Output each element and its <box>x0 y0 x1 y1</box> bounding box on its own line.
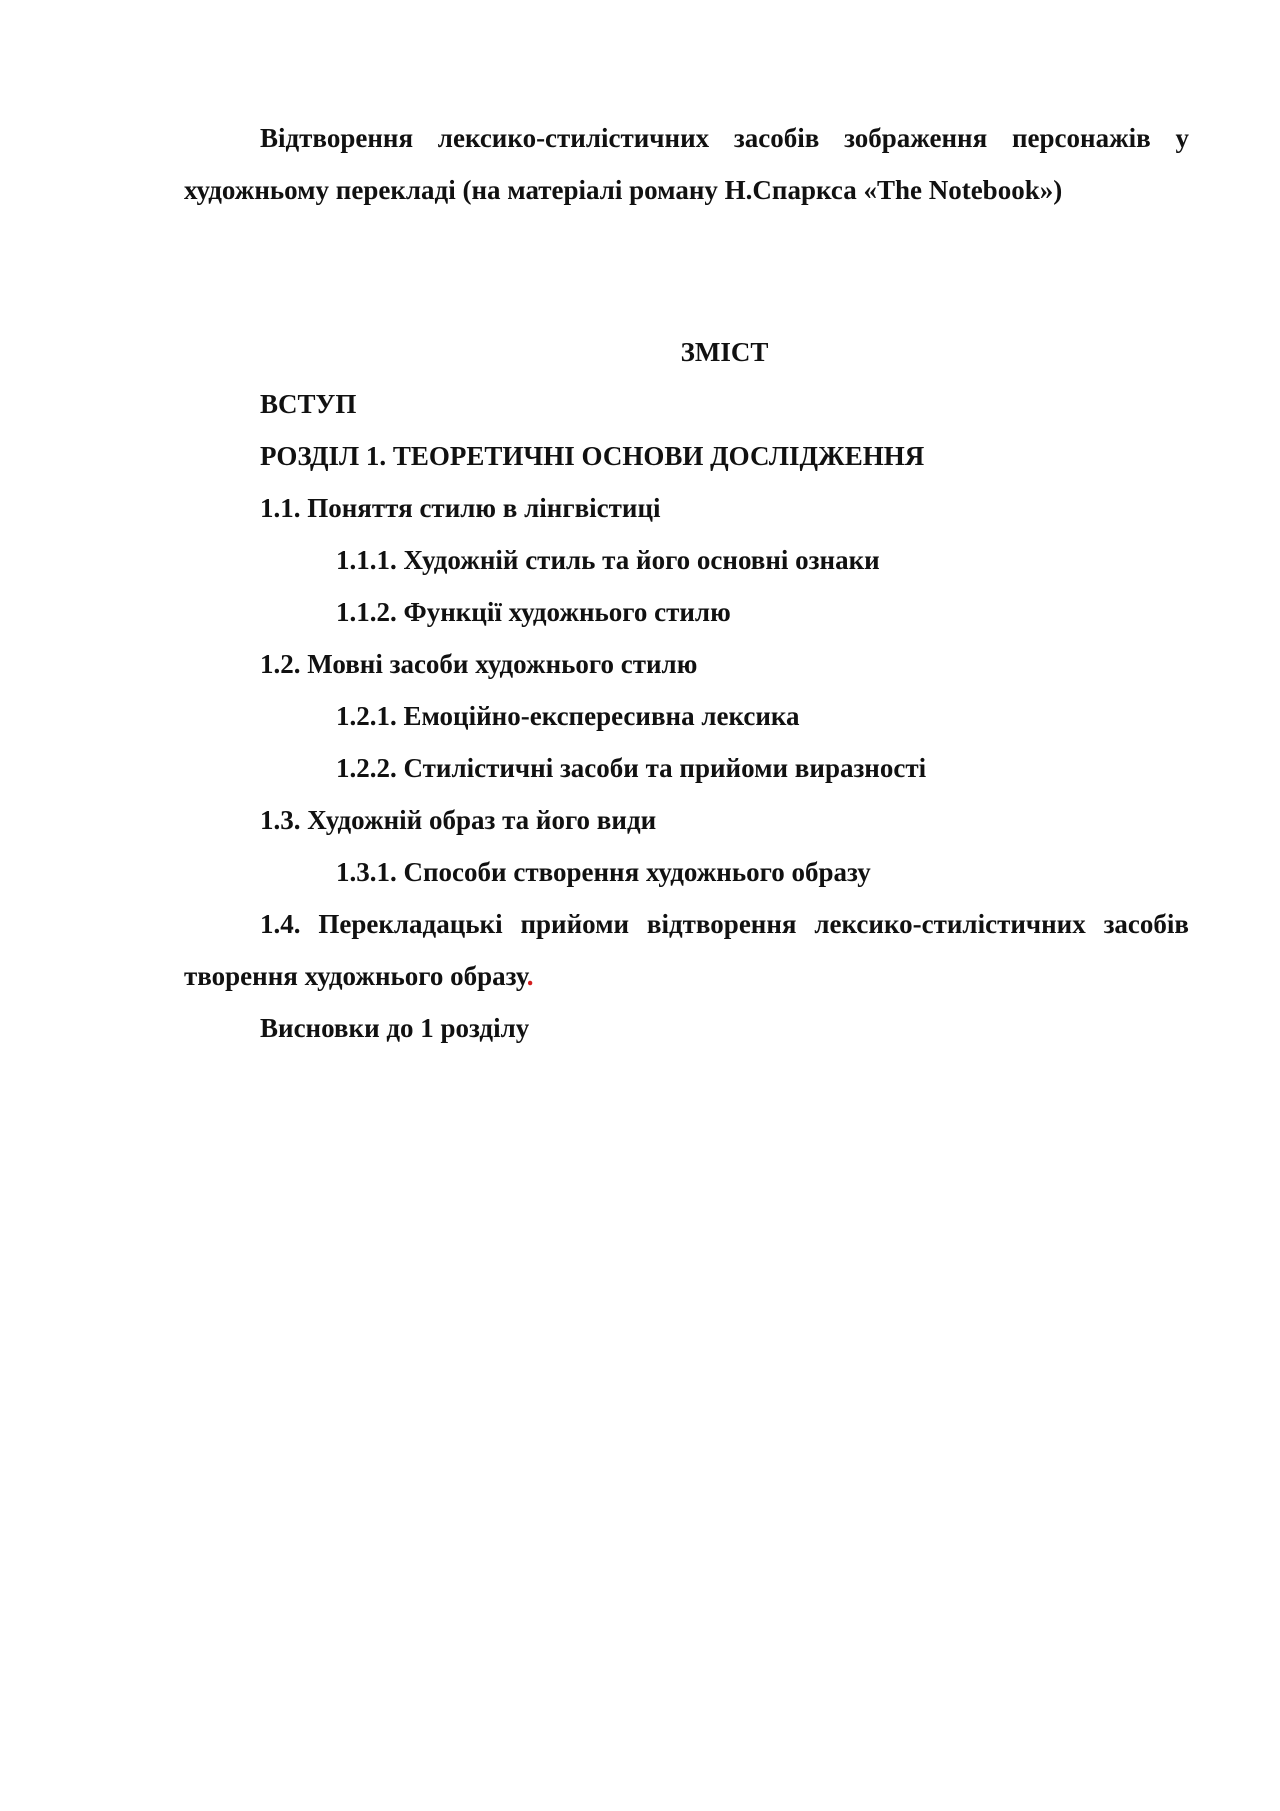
toc-item-text: 1.4. Перекладацькі прийоми відтворення лексико-стилістичних засобів творення художнього образу <box>184 909 1189 991</box>
table-of-contents <box>184 378 1189 1054</box>
toc-item: 1.2.2. Стилістичні засоби та прийоми виразності <box>336 753 927 783</box>
document-title: Відтворення лексико-стилістичних засобів зображення персонажів у художньому перекладі (на матеріалі роману Н.Спаркса «The Notebook») <box>184 123 1189 205</box>
toc-item: РОЗДІЛ 1. ТЕОРЕТИЧНІ ОСНОВИ ДОСЛІДЖЕННЯ <box>260 441 925 471</box>
toc-item: 1.2. Мовні засоби художнього стилю <box>260 649 698 679</box>
toc-item: 1.2.1. Емоційно-експересивна лексика <box>336 701 800 731</box>
toc-item: 1.1.2. Функції художнього стилю <box>336 597 731 627</box>
toc-item: 1.1.1. Художній стиль та його основні ознаки <box>336 545 880 575</box>
contents-heading: ЗМІСТ <box>680 337 769 367</box>
toc-item <box>184 898 1189 1002</box>
toc-item: 1.3.1. Способи створення художнього образу <box>336 857 871 887</box>
red-period-mark: . <box>526 961 534 991</box>
toc-item: 1.3. Художній образ та його види <box>260 805 657 835</box>
toc-item: ВСТУП <box>260 389 357 419</box>
toc-item: Висновки до 1 розділу <box>260 1013 530 1043</box>
toc-item: 1.1. Поняття стилю в лінгвістиці <box>260 493 661 523</box>
